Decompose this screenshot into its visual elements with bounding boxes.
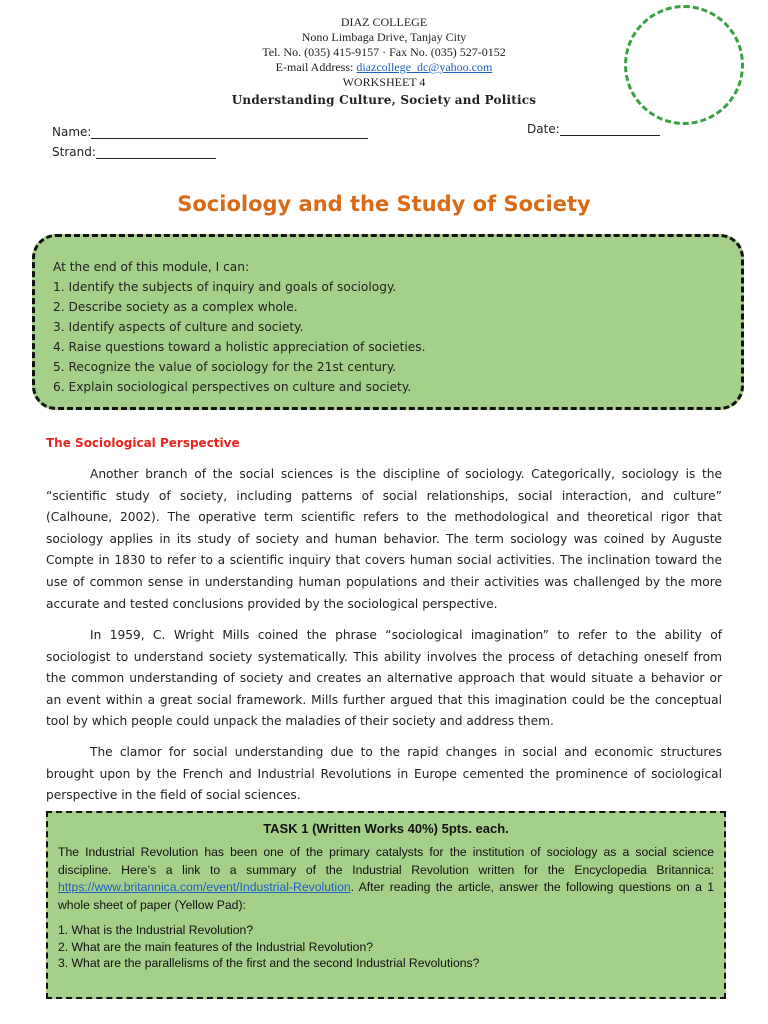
objective-item: 4. Raise questions toward a holistic appreciation of societies. [53,340,426,354]
date-label: Date: [527,122,560,136]
seal-placeholder-circle [624,5,744,125]
paragraph-1 [46,464,722,615]
strand-line[interactable] [96,146,216,159]
task-body-text: . After reading the article, answer the following questions on a 1 whole sheet of paper (Yellow Pad): [58,880,714,912]
objective-item: 5. Recognize the value of sociology for the 21st century. [53,360,397,374]
objective-item: 3. Identify aspects of culture and society. [53,320,304,334]
objectives-box [32,234,744,410]
worksheet-subtitle: Understanding Culture, Society and Politics [231,93,537,107]
task-title: TASK 1 (Written Works 40%) 5pts. each. [263,821,509,836]
objectives-list [53,277,721,397]
name-field[interactable] [52,125,368,139]
section-heading: The Sociological Perspective [46,436,240,450]
paragraph-text: Another branch of the social sciences is the discipline of sociology. Categorically, sociology is the “scientific study of society, including patterns of social relationships, social interaction, and culture” (Calhoune, 2002). The operative term scientific refers to the methodological and theoretical rigor that sociology applies in its study of society and human behavior. The term sociology was coined by Auguste Compte in 1830 to refer to a scientific inquiry that covers human social activities. The inclination toward the use of common sense in understanding human populations and their activities was challenged by the more accurate and tested conclusions provided by the sociological perspective. [46,467,722,611]
strand-label: Strand: [52,145,96,159]
strand-field[interactable] [52,145,216,159]
page-title: Sociology and the Study of Society [177,192,591,216]
date-line[interactable] [560,123,660,136]
task-box [46,811,726,999]
task-questions [58,922,714,972]
school-address: Nono Limbaga Drive, Tanjay City [301,30,467,44]
worksheet-number: WORKSHEET 4 [342,75,426,89]
school-contact: Tel. No. (035) 415-9157 · Fax No. (035) 527-0152 [262,45,506,59]
task-question: 3. What are the parallelisms of the first and the second Industrial Revolutions? [58,956,480,970]
britannica-link[interactable]: https://www.britannica.com/event/Industrial-Revolution [58,880,351,894]
email-label: E-mail Address: [275,60,357,74]
task-body-text: The Industrial Revolution has been one of the primary catalysts for the institution of sociology as a social science discipline. Here’s a link to a summary of the Industrial Revolution written for the Encyclopedia Britannica: [58,845,714,877]
objective-item: 1. Identify the subjects of inquiry and goals of sociology. [53,280,397,294]
school-name: DIAZ COLLEGE [340,15,428,29]
name-line[interactable] [91,126,368,139]
paragraph-2 [46,625,722,733]
name-label: Name: [52,125,92,139]
task-question: 2. What are the main features of the Industrial Revolution? [58,939,374,954]
paragraph-3 [46,742,722,807]
task-description [58,844,714,914]
paragraph-text: The clamor for social understanding due to the rapid changes in social and economic structures brought upon by the French and Industrial Revolutions in Europe cemented the prominence of sociological perspective in the field of social sciences. [46,745,722,803]
objective-item: 6. Explain sociological perspectives on culture and society. [53,380,412,394]
task-question: 1. What is the Industrial Revolution? [58,923,254,937]
email-link[interactable]: diazcollege_dc@yahoo.com [356,60,493,74]
objectives-intro: At the end of this module, I can: [53,260,250,274]
objective-item: 2. Describe society as a complex whole. [53,300,298,314]
paragraph-text: In 1959, C. Wright Mills coined the phrase “sociological imagination” to refer to the ability of sociologist to understand society systematically. This ability involves the process of detaching oneself from the common understanding of society and creates an alternative approach that would situate a behavior or an event within a great social framework. Mills further argued that this imagination could be the conceptual tool by which people could unpack the maladies of their society and address them. [46,628,722,729]
date-field[interactable] [527,122,660,136]
